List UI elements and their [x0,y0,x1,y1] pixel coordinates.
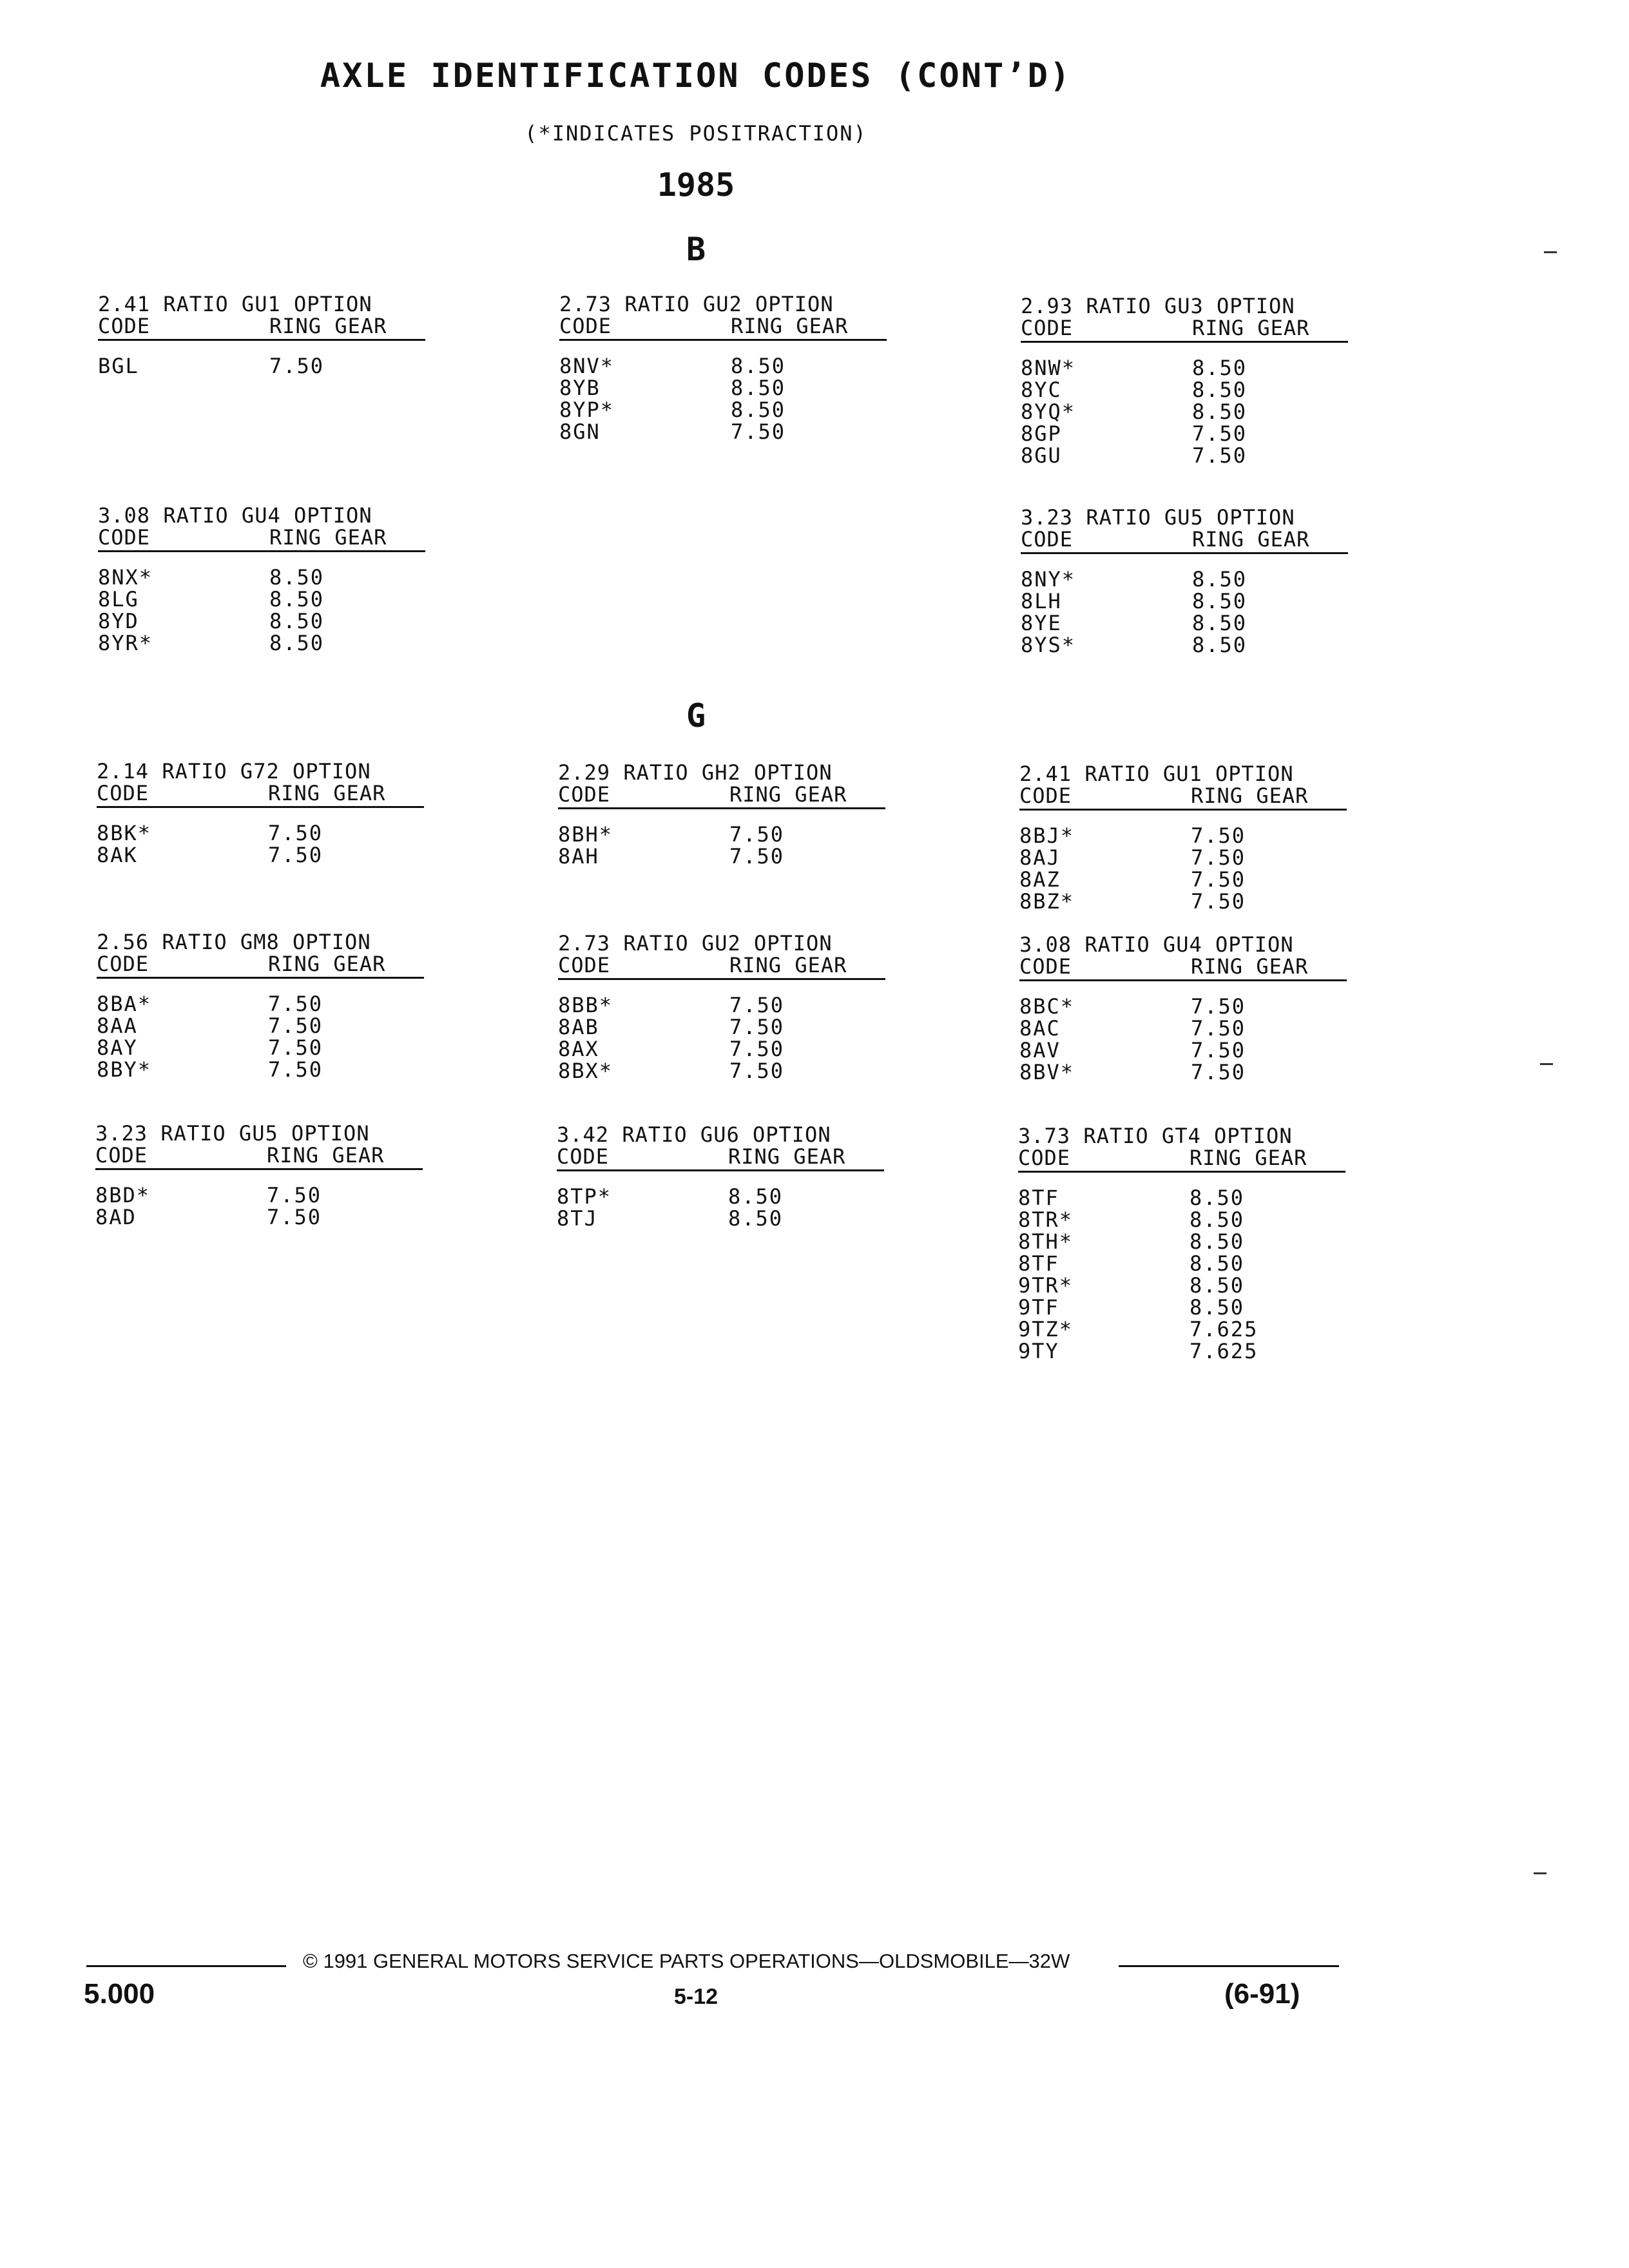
margin-mark [1534,1872,1547,1874]
table-title: 3.23 RATIO GU5 OPTION [1021,505,1295,530]
axle-code: 9TY [1018,1339,1059,1363]
ring-gear-size: 7.50 [1191,1016,1246,1041]
model-year: 1985 [657,166,735,204]
table-body [558,823,893,867]
axle-code: 8NY* [1021,567,1076,591]
column-header-ring-gear: RING GEAR [267,1143,385,1168]
header-rule [558,978,885,980]
axle-code: 8BB* [558,993,613,1017]
axle-code: 8AB [558,1015,599,1039]
axle-code: 8BZ* [1019,889,1075,914]
ring-gear-size: 8.50 [1192,356,1248,380]
table-title: 2.93 RATIO GU3 OPTION [1021,294,1295,318]
table-row [1021,357,1356,379]
ring-gear-size: 7.50 [1191,994,1246,1019]
axle-table [97,931,432,1081]
header-rule [1018,1171,1345,1173]
table-row [1018,1296,1353,1318]
table-row [1019,847,1354,869]
axle-code: 8AX [558,1037,599,1061]
table-row [1019,1061,1354,1083]
ring-gear-size: 8.50 [731,376,786,400]
ring-gear-size: 7.50 [1191,889,1246,914]
ring-gear-size: 7.50 [729,993,785,1017]
column-header-ring-gear: RING GEAR [1190,1146,1307,1170]
column-header-ring-gear: RING GEAR [1192,316,1310,340]
column-header-code: CODE [1021,527,1074,552]
axle-code: 8AZ [1019,867,1061,892]
axle-table [1021,295,1356,466]
column-header-ring-gear: RING GEAR [731,314,849,338]
column-header-ring-gear: RING GEAR [1191,783,1309,808]
header-rule [98,550,425,552]
column-header-code: CODE [98,314,151,338]
axle-code: 8BX* [558,1059,613,1083]
axle-code: 8YB [559,376,601,400]
table-title: 3.42 RATIO GU6 OPTION [557,1122,831,1147]
table-row [557,1186,892,1207]
table-row [98,566,433,588]
table-body [558,994,893,1082]
table-row [1019,1039,1354,1061]
ring-gear-size: 7.50 [268,1035,323,1060]
column-header-code: CODE [1019,783,1072,808]
column-header-code: CODE [97,781,149,805]
header-rule [558,807,885,809]
table-column-headers [557,1146,892,1168]
header-rule [559,339,887,341]
axle-table [98,505,433,654]
ring-gear-size: 7.50 [729,1037,785,1061]
ring-gear-size: 7.50 [1191,1060,1246,1084]
column-header-ring-gear: RING GEAR [728,1144,846,1169]
table-column-headers [558,954,893,976]
axle-code: 8NV* [559,354,615,378]
column-header-ring-gear: RING GEAR [1192,527,1310,552]
table-title: 2.41 RATIO GU1 OPTION [1019,762,1294,786]
axle-table [97,760,432,866]
table-row [97,993,432,1015]
table-row [1021,590,1356,612]
table-row [1019,995,1354,1017]
axle-code: 8GU [1021,443,1062,468]
ring-gear-size: 8.50 [1192,378,1248,402]
table-title: 2.56 RATIO GM8 OPTION [97,930,371,954]
header-rule [1021,552,1348,554]
table-body [1018,1187,1353,1362]
ring-gear-size: 8.50 [1192,399,1248,424]
table-row [98,588,433,610]
axle-table [559,293,894,443]
table-title: 2.29 RATIO GH2 OPTION [558,760,833,785]
table-row [97,1059,432,1081]
ring-gear-size: 7.50 [1191,823,1246,848]
table-body [95,1184,430,1228]
ring-gear-size: 8.50 [1192,567,1248,591]
table-row [1018,1340,1353,1362]
header-rule [1021,341,1348,343]
footer-rule-right [1119,1965,1339,1967]
axle-code: 8BJ* [1019,823,1075,848]
table-row [558,845,893,867]
axle-code: 8BY* [97,1057,152,1082]
ring-gear-size: 7.50 [269,354,325,378]
table-row [559,377,894,399]
axle-code: 8TF [1018,1251,1059,1276]
axle-code: 8TP* [557,1184,612,1209]
axle-code: 8TJ [557,1206,598,1231]
axle-code: 8TF [1018,1186,1059,1210]
column-header-code: CODE [557,1144,610,1169]
axle-code: 8YD [98,609,139,633]
column-header-code: CODE [1019,954,1072,979]
ring-gear-size: 7.50 [1191,1038,1246,1062]
column-header-ring-gear: RING GEAR [1191,954,1309,979]
table-row [559,421,894,443]
margin-mark [1544,251,1557,253]
table-body [1019,825,1354,912]
table-column-headers [559,315,894,337]
table-column-headers [558,783,893,805]
section-letter-g: G [686,697,706,735]
ring-gear-size: 7.625 [1190,1339,1258,1363]
ring-gear-size: 8.50 [1190,1186,1245,1210]
axle-code: 8GP [1021,421,1062,446]
column-header-code: CODE [558,953,611,977]
table-body [98,355,433,377]
ring-gear-size: 7.625 [1190,1317,1258,1341]
ring-gear-size: 7.50 [729,844,785,869]
table-row [557,1207,892,1229]
axle-code: 8BC* [1019,994,1075,1019]
axle-code: 8TH* [1018,1229,1074,1254]
ring-gear-size: 7.50 [268,821,323,845]
ring-gear-size: 7.50 [729,1015,785,1039]
revision-date: (6-91) [1224,1978,1300,2010]
table-row [1018,1209,1353,1231]
table-row [1018,1231,1353,1253]
ring-gear-size: 8.50 [269,565,325,590]
column-header-code: CODE [97,952,149,976]
ring-gear-size: 7.50 [268,843,323,867]
axle-code: 8BK* [97,821,152,845]
axle-code: 8YQ* [1021,399,1076,424]
axle-table [558,932,893,1082]
column-header-code: CODE [95,1143,148,1168]
table-column-headers [1018,1147,1353,1169]
table-body [559,355,894,443]
table-row [1018,1274,1353,1296]
table-row [1021,423,1356,445]
positraction-note: (*INDICATES POSITRACTION) [525,121,867,146]
table-row [558,1060,893,1082]
ring-gear-size: 8.50 [1192,589,1248,613]
table-column-headers [98,315,433,337]
ring-gear-size: 7.50 [267,1183,322,1207]
ring-gear-size: 8.50 [1192,633,1248,657]
table-row [1021,401,1356,423]
table-title: 2.73 RATIO GU2 OPTION [559,292,834,316]
table-column-headers [1019,956,1354,977]
ring-gear-size: 8.50 [1190,1207,1245,1232]
axle-code: 9TZ* [1018,1317,1074,1341]
table-row [1019,869,1354,890]
axle-code: 8LG [98,587,139,611]
table-row [1019,825,1354,847]
axle-table [1019,763,1354,912]
table-row [1018,1253,1353,1274]
axle-code: 8AA [97,1014,138,1038]
column-header-code: CODE [559,314,612,338]
axle-code: 8BH* [558,822,613,847]
table-body [1019,995,1354,1083]
copyright-line: © 1991 GENERAL MOTORS SERVICE PARTS OPERATIONS—OLDSMOBILE—32W [303,1950,1070,1972]
table-row [559,355,894,377]
header-rule [557,1169,884,1171]
table-title: 2.41 RATIO GU1 OPTION [98,292,372,316]
axle-table [1019,934,1354,1083]
ring-gear-size: 7.50 [1192,443,1248,468]
table-row [558,994,893,1016]
ring-gear-size: 7.50 [1191,867,1246,892]
axle-code: 8AJ [1019,845,1061,870]
ring-gear-size: 8.50 [1190,1251,1245,1276]
table-column-headers [1019,785,1354,807]
axle-code: 8AD [95,1205,137,1229]
table-row [97,1015,432,1037]
ring-gear-size: 8.50 [728,1206,784,1231]
axle-table [95,1122,430,1228]
page-number: 5-12 [673,1984,718,2009]
column-header-ring-gear: RING GEAR [268,781,386,805]
column-header-ring-gear: RING GEAR [269,314,387,338]
ring-gear-size: 8.50 [1190,1273,1245,1298]
column-header-code: CODE [1021,316,1074,340]
table-row [558,823,893,845]
ring-gear-size: 8.50 [728,1184,784,1209]
ring-gear-size: 7.50 [1191,845,1246,870]
axle-code: 8YE [1021,611,1062,635]
table-row [1021,634,1356,656]
table-title: 2.14 RATIO G72 OPTION [97,759,371,783]
axle-code: 8AY [97,1035,138,1060]
ring-gear-size: 7.50 [267,1205,322,1229]
column-header-code: CODE [1018,1146,1071,1170]
table-title: 3.73 RATIO GT4 OPTION [1018,1124,1293,1148]
axle-code: 8LH [1021,589,1062,613]
table-row [1018,1318,1353,1340]
column-header-ring-gear: RING GEAR [269,525,387,550]
table-column-headers [95,1144,430,1166]
ring-gear-size: 8.50 [731,354,786,378]
ring-gear-size: 8.50 [1190,1229,1245,1254]
table-row [558,1038,893,1060]
axle-table [558,762,893,867]
table-row [95,1184,430,1206]
ring-gear-size: 8.50 [269,609,325,633]
ring-gear-size: 7.50 [268,992,323,1016]
table-body [98,566,433,654]
column-header-ring-gear: RING GEAR [729,953,847,977]
header-rule [98,339,425,341]
axle-code: 8YS* [1021,633,1076,657]
table-column-headers [97,782,432,804]
ring-gear-size: 7.50 [1192,421,1248,446]
column-header-code: CODE [98,525,151,550]
header-rule [95,1168,423,1170]
table-title: 3.23 RATIO GU5 OPTION [95,1121,370,1146]
axle-code: 8BD* [95,1183,151,1207]
table-row [97,822,432,844]
table-body [97,822,432,866]
section-number: 5.000 [84,1978,155,2010]
footer-rule-left [86,1965,286,1967]
axle-code: 8YC [1021,378,1062,402]
table-row [1018,1187,1353,1209]
ring-gear-size: 7.50 [268,1014,323,1038]
axle-code: 8AH [558,844,599,869]
table-body [97,993,432,1081]
table-row [1021,379,1356,401]
axle-code: 8AV [1019,1038,1061,1062]
table-row [1019,1017,1354,1039]
table-row [559,399,894,421]
table-row [98,610,433,632]
table-body [557,1186,892,1229]
table-column-headers [1021,317,1356,339]
table-row [97,1037,432,1059]
table-column-headers [98,526,433,548]
header-rule [97,806,424,808]
axle-code: 8TR* [1018,1207,1074,1232]
margin-mark [1540,1063,1553,1065]
table-row [1019,890,1354,912]
axle-table [1021,506,1356,656]
table-row [97,844,432,866]
axle-code: 8AC [1019,1016,1061,1041]
axle-code: 8YR* [98,631,153,655]
ring-gear-size: 7.50 [729,1059,785,1083]
ring-gear-size: 7.50 [729,822,785,847]
table-column-headers [97,953,432,975]
axle-table [98,293,433,377]
ring-gear-size: 7.50 [731,419,786,444]
ring-gear-size: 8.50 [269,587,325,611]
column-header-code: CODE [558,782,611,807]
table-body [1021,568,1356,656]
header-rule [97,977,424,979]
axle-code: BGL [98,354,139,378]
axle-code: 9TF [1018,1295,1059,1320]
column-header-ring-gear: RING GEAR [268,952,386,976]
header-rule [1019,809,1347,811]
table-row [98,355,433,377]
table-row [98,632,433,654]
ring-gear-size: 8.50 [269,631,325,655]
ring-gear-size: 7.50 [268,1057,323,1082]
table-column-headers [1021,528,1356,550]
table-title: 3.08 RATIO GU4 OPTION [98,503,372,528]
table-body [1021,357,1356,466]
section-letter-b: B [686,231,706,268]
axle-code: 9TR* [1018,1273,1074,1298]
ring-gear-size: 8.50 [731,398,786,422]
axle-table [557,1124,892,1229]
axle-code: 8BA* [97,992,152,1016]
axle-code: 8AK [97,843,138,867]
axle-code: 8YP* [559,398,615,422]
ring-gear-size: 8.50 [1192,611,1248,635]
page-title: AXLE IDENTIFICATION CODES (CONT’D) [320,57,1072,95]
table-row [95,1206,430,1228]
header-rule [1019,979,1347,981]
axle-table [1018,1125,1353,1362]
column-header-ring-gear: RING GEAR [729,782,847,807]
axle-code: 8BV* [1019,1060,1075,1084]
axle-code: 8GN [559,419,601,444]
table-row [1021,568,1356,590]
axle-code: 8NX* [98,565,153,590]
table-title: 2.73 RATIO GU2 OPTION [558,931,833,956]
table-row [1021,445,1356,466]
table-row [1021,612,1356,634]
axle-code: 8NW* [1021,356,1076,380]
ring-gear-size: 8.50 [1190,1295,1245,1320]
table-row [558,1016,893,1038]
table-title: 3.08 RATIO GU4 OPTION [1019,932,1294,957]
